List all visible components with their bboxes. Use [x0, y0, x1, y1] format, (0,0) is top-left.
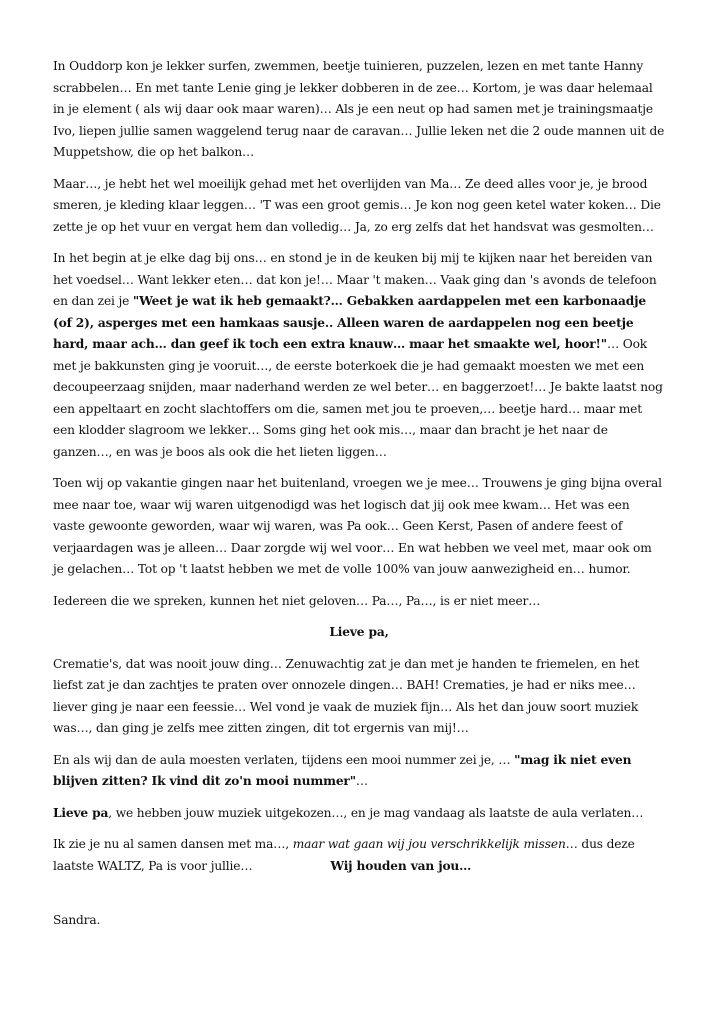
heading-text: Lieve pa,	[329, 625, 389, 639]
paragraph-vacation: Toen wij op vakantie gingen naar het buitenland, vroegen we je mee… Trouwens je ging bijna overal mee naar toe, waar wij waren uitgenodigd was het logisch dat jij ook mee kwam… Het was een vaste gewoonte geworden, waar wij waren, was Pa ook… Geen Kerst, Pasen of andere feest of verjaardagen was je alleen… Daar zorgde wij wel voor… En wat hebben we veel met, maar ook om je gelachen… Tot op 't laatst hebben we met de volle 100% van jouw aanwezigheid en… humor.	[53, 476, 662, 576]
paragraph-cooking	[53, 248, 665, 463]
waltz-text-start: Ik zie je nu al samen dansen met ma…,	[53, 837, 293, 851]
aula-text-start: En als wij dan de aula moesten verlaten, tijdens een mooi nummer zei je, …	[53, 752, 515, 767]
waltz-italic: maar wat gaan wij jou verschrikkelijk missen	[292, 837, 566, 851]
cooking-text-start: In het begin at je elke dag bij ons… en stond je in de keuken bij mij te kijken naar het bereiden van het voedsel… Want lekker eten… dat kon je!… Maar 't maken… Vaak ging dan 's avonds de telefoon en dan zei je	[53, 251, 657, 308]
aula-quote: "mag ik niet even blijven zitten? Ik vind dit zo'n mooi nummer"	[53, 752, 632, 788]
paragraph-disbelief: Iedereen die we spreken, kunnen het niet geloven… Pa…, Pa…, is er niet meer…	[53, 593, 541, 608]
waltz-bold: Wij houden van jou…	[330, 858, 472, 873]
cooking-quote: "Weet je wat ik heb gemaakt?… Gebakken aardappelen met een karbonaadje (of 2), asperges met een hamkaas sausje.. Alleen waren de aardappelen nog een beetje hard, maar ach… dan geef ik toch een extra knauw… maar het smaakte wel, hoor!"	[53, 294, 646, 351]
paragraph-ma: Maar…, je hebt het wel moeilijk gehad met het overlijden van Ma… Ze deed alles voor je, je brood smeren, je kleding klaar leggen… 'T was een groot gemis… Je kon nog geen ketel water koken… Die zette je op het vuur en vergat hem dan volledig… Ja, zo erg zelfs dat het handsvat was gesmolten…	[53, 176, 661, 234]
paragraph-waltz	[53, 834, 665, 877]
waltz-text-end: … dus deze laatste WALTZ, Pa is voor jullie…	[53, 837, 635, 873]
music-text: , we hebben jouw muziek uitgekozen…, en je mag vandaag als laatste de aula verlaten…	[108, 805, 644, 820]
paragraph-aula	[53, 750, 665, 793]
aula-text-end: …	[355, 774, 368, 788]
paragraph-ouddorp: In Ouddorp kon je lekker surfen, zwemmen, beetje tuinieren, puzzelen, lezen en met tante Hanny scrabbelen… En met tante Lenie ging je lekker dobberen in de zee… Kortom, je was daar helemaal in je element ( als wij daar ook maar waren)… Als je een neut op had samen met je trainingsmaatje Ivo, liepen jullie samen waggelend terug naar de caravan… Jullie leken net die 2 oude mannen uit de Muppetshow, die op het balkon…	[53, 59, 665, 159]
music-bold: Lieve pa	[53, 805, 109, 820]
signature: Sandra.	[53, 913, 101, 927]
paragraph-cremation: Crematie's, dat was nooit jouw ding… Zenuwachtig zat je dan met je handen te friemelen, en het liefst zat je dan zachtjes te praten over onnozele dingen… BAH! Crematies, je had er niks mee… liever ging je naar een feessie… Wel vond je vaak de muziek fijn… Als het dan jouw soort muziek was…, dan ging je zelfs mee zitten zingen, dit tot ergernis van mij!…	[53, 656, 640, 735]
paragraph-music	[53, 803, 665, 825]
cooking-text-end: … Ook met je bakkunsten ging je vooruit…, de eerste boterkoek die je had gemaakt moesten we met een decoupeerzaag snijden, maar naderhand werden ze wel beter… en baggerzoet!… Je bakte laatst nog een appeltaart en zocht slachtoffers om die, samen met jou te proeven,… beetje hard… maar met een klodder slagroom we lekker… Soms ging het ook mis…, maar dan bracht je het naar de ganzen…, en was je boos als ook die het lieten liggen…	[53, 337, 663, 459]
heading-lieve-pa	[53, 622, 665, 644]
